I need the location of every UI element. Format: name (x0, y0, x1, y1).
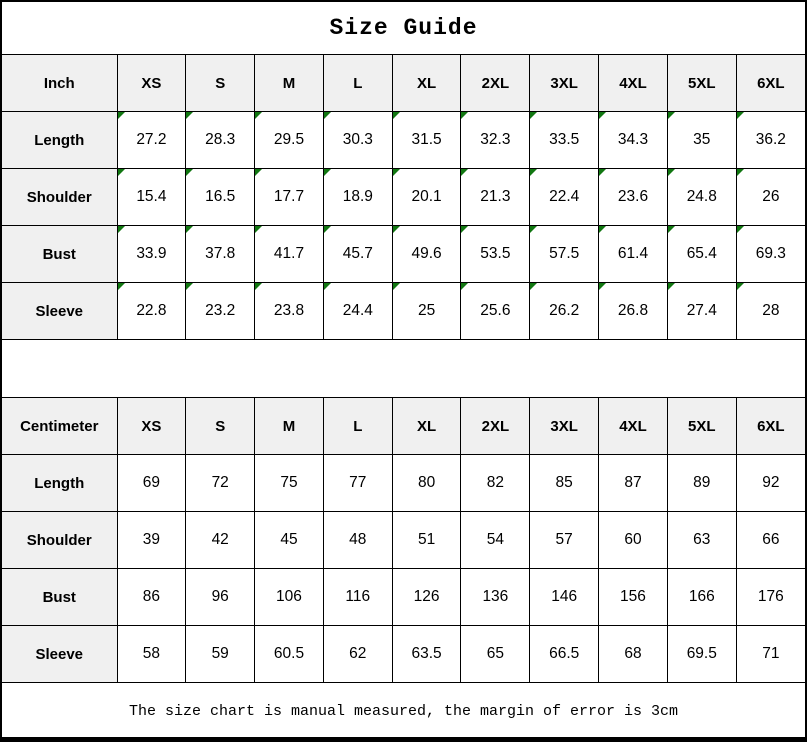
measurement-value-cell: 58 (117, 626, 186, 683)
header-row (2, 398, 805, 455)
measurement-value-cell: 22.4 (530, 169, 599, 226)
measurement-value-cell: 25.6 (461, 283, 530, 340)
measurement-value-cell: 41.7 (255, 226, 324, 283)
measurement-value-cell: 68 (599, 626, 668, 683)
cell-corner-marker-icon (599, 112, 606, 119)
measurement-value-cell: 69 (117, 455, 186, 512)
measurement-value-cell: 82 (461, 455, 530, 512)
measurement-value-cell: 51 (392, 512, 461, 569)
measurement-value-cell: 16.5 (186, 169, 255, 226)
size-column-header: XS (117, 55, 186, 112)
measurement-value-cell: 89 (667, 455, 736, 512)
cell-corner-marker-icon (186, 226, 193, 233)
cell-corner-marker-icon (530, 169, 537, 176)
size-column-header: M (255, 55, 324, 112)
measurement-value-cell: 24.4 (323, 283, 392, 340)
size-table-inch (2, 54, 805, 340)
cell-corner-marker-icon (186, 169, 193, 176)
measurement-value-cell: 28 (736, 283, 805, 340)
measurement-value-cell: 57 (530, 512, 599, 569)
measurement-value-cell: 18.9 (323, 169, 392, 226)
cell-corner-marker-icon (118, 112, 125, 119)
size-column-header: 6XL (736, 55, 805, 112)
measurement-value-cell: 27.4 (667, 283, 736, 340)
measurement-disclaimer: The size chart is manual measured, the margin of error is 3cm (128, 702, 679, 720)
measurement-value-cell: 37.8 (186, 226, 255, 283)
measurement-value-cell: 57.5 (530, 226, 599, 283)
measurement-value-cell: 23.6 (599, 169, 668, 226)
cell-corner-marker-icon (255, 283, 262, 290)
measurement-value-cell: 48 (323, 512, 392, 569)
measurement-value-cell: 166 (667, 569, 736, 626)
measurement-value-cell: 69.5 (667, 626, 736, 683)
measurement-value-cell: 20.1 (392, 169, 461, 226)
measurement-value-cell: 29.5 (255, 112, 324, 169)
unit-header-cell: Centimeter (2, 398, 117, 455)
size-column-header: 6XL (736, 398, 805, 455)
measurement-value-cell: 39 (117, 512, 186, 569)
size-column-header: 2XL (461, 55, 530, 112)
size-column-header: 2XL (461, 398, 530, 455)
measurement-value-cell: 45 (255, 512, 324, 569)
size-column-header: 5XL (667, 55, 736, 112)
measurement-value-cell: 69.3 (736, 226, 805, 283)
measurement-value-cell: 116 (323, 569, 392, 626)
measurement-value-cell: 85 (530, 455, 599, 512)
measurement-value-cell: 65 (461, 626, 530, 683)
measurement-value-cell: 30.3 (323, 112, 392, 169)
measurement-value-cell: 156 (599, 569, 668, 626)
measurement-row-label: Sleeve (2, 626, 117, 683)
size-column-header: 3XL (530, 398, 599, 455)
size-column-header: 3XL (530, 55, 599, 112)
cell-corner-marker-icon (668, 283, 675, 290)
cell-corner-marker-icon (668, 226, 675, 233)
measurement-value-cell: 49.6 (392, 226, 461, 283)
cell-corner-marker-icon (599, 226, 606, 233)
size-column-header: XL (392, 398, 461, 455)
measurement-value-cell: 34.3 (599, 112, 668, 169)
measurement-value-cell: 86 (117, 569, 186, 626)
measurement-value-cell: 126 (392, 569, 461, 626)
measurement-value-cell: 33.5 (530, 112, 599, 169)
measurement-value-cell: 136 (461, 569, 530, 626)
size-column-header: 4XL (599, 398, 668, 455)
table-row (2, 169, 805, 226)
measurement-value-cell: 61.4 (599, 226, 668, 283)
measurement-value-cell: 71 (736, 626, 805, 683)
cell-corner-marker-icon (461, 283, 468, 290)
measurement-value-cell: 25 (392, 283, 461, 340)
measurement-row-label: Length (2, 112, 117, 169)
measurement-value-cell: 66 (736, 512, 805, 569)
measurement-value-cell: 54 (461, 512, 530, 569)
measurement-row-label: Shoulder (2, 169, 117, 226)
measurement-value-cell: 23.2 (186, 283, 255, 340)
cell-corner-marker-icon (530, 112, 537, 119)
measurement-value-cell: 176 (736, 569, 805, 626)
cell-corner-marker-icon (324, 226, 331, 233)
cell-corner-marker-icon (737, 112, 744, 119)
cell-corner-marker-icon (255, 112, 262, 119)
cell-corner-marker-icon (599, 169, 606, 176)
measurement-value-cell: 75 (255, 455, 324, 512)
table-row (2, 512, 805, 569)
cell-corner-marker-icon (737, 226, 744, 233)
measurement-value-cell: 92 (736, 455, 805, 512)
size-column-header: L (323, 55, 392, 112)
measurement-value-cell: 53.5 (461, 226, 530, 283)
cell-corner-marker-icon (186, 112, 193, 119)
table-row (2, 455, 805, 512)
measurement-value-cell: 21.3 (461, 169, 530, 226)
measurement-row-label: Sleeve (2, 283, 117, 340)
size-column-header: S (186, 55, 255, 112)
measurement-value-cell: 80 (392, 455, 461, 512)
measurement-value-cell: 28.3 (186, 112, 255, 169)
cell-corner-marker-icon (599, 283, 606, 290)
unit-header-cell: Inch (2, 55, 117, 112)
measurement-value-cell: 24.8 (667, 169, 736, 226)
cell-corner-marker-icon (737, 283, 744, 290)
size-table-centimeter (2, 397, 805, 683)
size-column-header: M (255, 398, 324, 455)
measurement-row-label: Shoulder (2, 512, 117, 569)
cell-corner-marker-icon (668, 112, 675, 119)
cell-corner-marker-icon (118, 283, 125, 290)
measurement-value-cell: 45.7 (323, 226, 392, 283)
measurement-value-cell: 27.2 (117, 112, 186, 169)
measurement-row-label: Bust (2, 226, 117, 283)
table-row (2, 226, 805, 283)
measurement-value-cell: 87 (599, 455, 668, 512)
measurement-value-cell: 96 (186, 569, 255, 626)
table-spacer (2, 340, 805, 397)
measurement-value-cell: 32.3 (461, 112, 530, 169)
table-row (2, 283, 805, 340)
measurement-value-cell: 26 (736, 169, 805, 226)
cell-corner-marker-icon (393, 226, 400, 233)
cell-corner-marker-icon (324, 283, 331, 290)
measurement-value-cell: 17.7 (255, 169, 324, 226)
measurement-value-cell: 26.8 (599, 283, 668, 340)
measurement-value-cell: 72 (186, 455, 255, 512)
measurement-value-cell: 22.8 (117, 283, 186, 340)
measurement-value-cell: 26.2 (530, 283, 599, 340)
measurement-value-cell: 42 (186, 512, 255, 569)
measurement-value-cell: 65.4 (667, 226, 736, 283)
measurement-value-cell: 15.4 (117, 169, 186, 226)
cell-corner-marker-icon (255, 226, 262, 233)
size-column-header: XL (392, 55, 461, 112)
size-column-header: 4XL (599, 55, 668, 112)
cell-corner-marker-icon (324, 112, 331, 119)
measurement-value-cell: 106 (255, 569, 324, 626)
cell-corner-marker-icon (393, 169, 400, 176)
cell-corner-marker-icon (393, 112, 400, 119)
size-column-header: L (323, 398, 392, 455)
measurement-value-cell: 63 (667, 512, 736, 569)
cell-corner-marker-icon (530, 226, 537, 233)
measurement-value-cell: 77 (323, 455, 392, 512)
cell-corner-marker-icon (186, 283, 193, 290)
measurement-value-cell: 36.2 (736, 112, 805, 169)
size-column-header: 5XL (667, 398, 736, 455)
measurement-value-cell: 60.5 (255, 626, 324, 683)
table-row (2, 626, 805, 683)
cell-corner-marker-icon (461, 169, 468, 176)
cell-corner-marker-icon (255, 169, 262, 176)
measurement-value-cell: 63.5 (392, 626, 461, 683)
measurement-value-cell: 146 (530, 569, 599, 626)
measurement-value-cell: 59 (186, 626, 255, 683)
measurement-row-label: Bust (2, 569, 117, 626)
cell-corner-marker-icon (461, 226, 468, 233)
cell-corner-marker-icon (737, 169, 744, 176)
size-column-header: S (186, 398, 255, 455)
cell-corner-marker-icon (530, 283, 537, 290)
cell-corner-marker-icon (118, 169, 125, 176)
cell-corner-marker-icon (393, 283, 400, 290)
measurement-value-cell: 60 (599, 512, 668, 569)
header-row (2, 55, 805, 112)
measurement-value-cell: 33.9 (117, 226, 186, 283)
page-title: Size Guide (329, 15, 478, 41)
measurement-value-cell: 62 (323, 626, 392, 683)
measurement-value-cell: 31.5 (392, 112, 461, 169)
table-row (2, 112, 805, 169)
measurement-row-label: Length (2, 455, 117, 512)
cell-corner-marker-icon (668, 169, 675, 176)
table-row (2, 569, 805, 626)
measurement-value-cell: 23.8 (255, 283, 324, 340)
size-column-header: XS (117, 398, 186, 455)
measurement-value-cell: 66.5 (530, 626, 599, 683)
measurement-value-cell: 35 (667, 112, 736, 169)
cell-corner-marker-icon (324, 169, 331, 176)
cell-corner-marker-icon (461, 112, 468, 119)
cell-corner-marker-icon (118, 226, 125, 233)
